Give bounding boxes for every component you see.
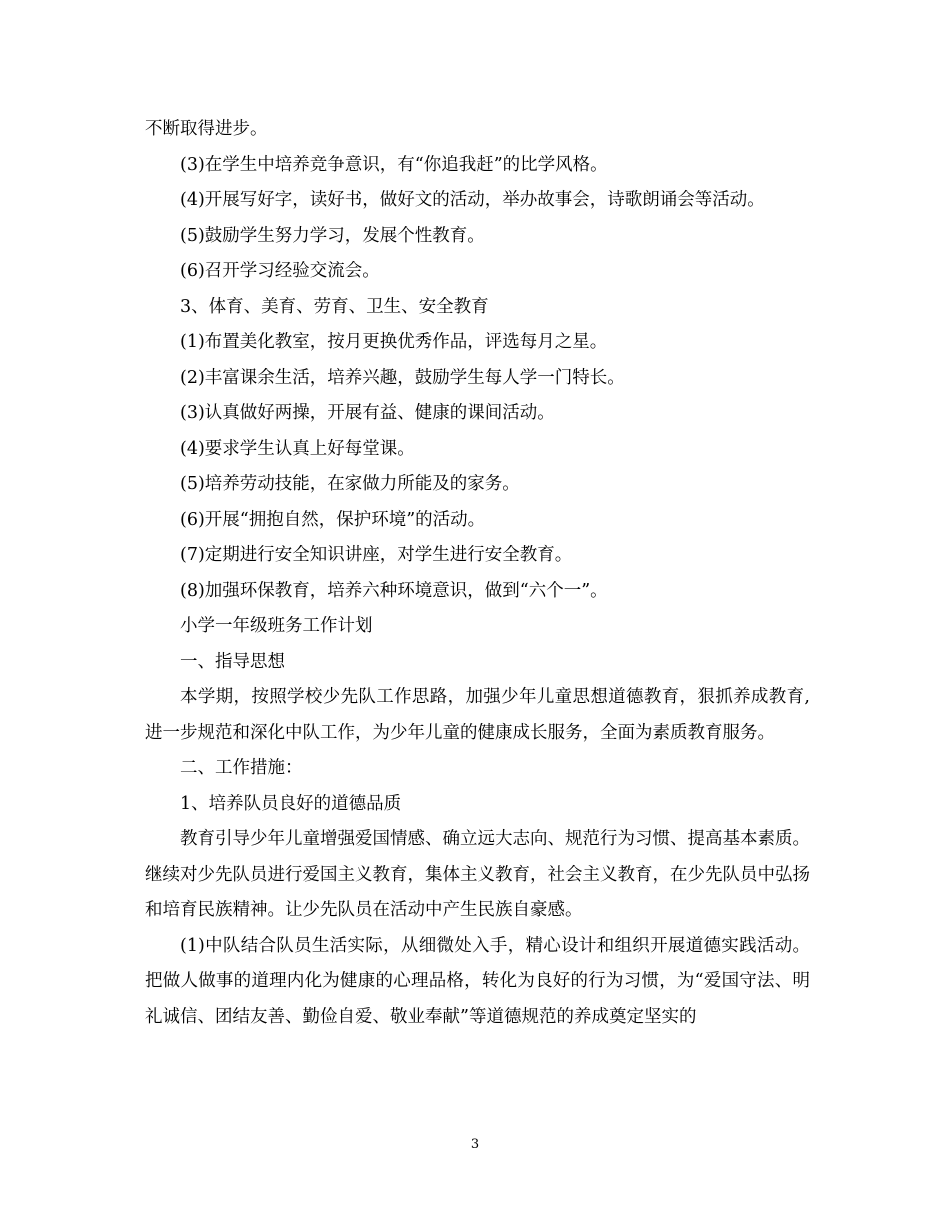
document-title: 小学一年级班务工作计划 xyxy=(180,616,373,636)
paragraph-8: (3)认真做好两操，开展有益、健康的课间活动。 xyxy=(180,403,555,423)
paragraph-11: (6)开展“拥抱自然，保护环境”的活动。 xyxy=(180,509,486,530)
paragraph-3: (5)鼓励学生努力学习，发展个性教育。 xyxy=(180,225,485,246)
paragraph-7: (2)丰富课余生活，培养兴趣，鼓励学生每人学一门特长。 xyxy=(180,367,625,388)
paragraph-1: (3)在学生中培养竞争意识，有“你追我赶”的比学风格。 xyxy=(180,154,608,175)
paragraph-9: (4)要求学生认真上好每堂课。 xyxy=(180,438,415,459)
section-heading-measures: 二、工作措施： xyxy=(180,758,303,778)
paragraph-4: (6)召开学习经验交流会。 xyxy=(180,261,380,281)
paragraph-2: (4)开展写好字，读好书，做好文的活动，举办故事会，诗歌朗诵会等活动。 xyxy=(180,190,765,210)
document-body xyxy=(145,112,810,1035)
paragraph-13: (8)加强环保教育，培养六种环境意识，做到“六个一”。 xyxy=(180,580,608,601)
paragraph-6: (1)布置美化教室，按月更换优秀作品，评选每月之星。 xyxy=(180,332,608,352)
paragraph-10: (5)培养劳动技能，在家做力所能及的家务。 xyxy=(180,474,520,494)
subsection-heading-moral: 1、培养队员良好的道德品质 xyxy=(180,793,402,814)
paragraph-20: (1)中队结合队员生活实际，从细微处入手，精心设计和组织开展道德实践活动。把做人做事的道理内化为健康的心理品格，转化为良好的行为习惯，为“爱国守法、明礼诚信、团结友善、勤俭自爱、敬业奉献”等道德规范的养成奠定坚实的 xyxy=(145,935,810,1027)
page-number: 3 xyxy=(470,1137,480,1152)
paragraph-19: 教育引导少年儿童增强爱国情感、确立远大志向、规范行为习惯、提高基本素质。继续对少先队员进行爱国主义教育，集体主义教育，社会主义教育，在少先队员中弘扬和培育民族精神。让少先队员在活动中产生民族自豪感。 xyxy=(145,829,810,920)
section-heading-guiding-thought: 一、指导思想 xyxy=(180,651,285,672)
paragraph-16: 本学期，按照学校少先队工作思路，加强少年儿童思想道德教育，狠抓养成教育,进一步规范和深化中队工作，为少年儿童的健康成长服务，全面为素质教育服务。 xyxy=(145,687,810,743)
section-heading-3: 3、体育、美育、劳育、卫生、安全教育 xyxy=(180,296,489,317)
paragraph-0: 不断取得进步。 xyxy=(145,119,268,139)
paragraph-12: (7)定期进行安全知识讲座，对学生进行安全教育。 xyxy=(180,545,573,565)
